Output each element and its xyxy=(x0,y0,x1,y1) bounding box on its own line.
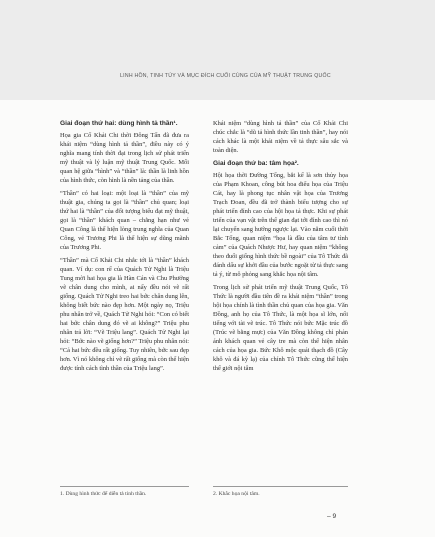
body-paragraph: “Thần” có hai loại: một loại là “thần” của mỹ thuật gia, chúng ta gọi là “thần” chủ quan; loại thứ hai là “thần” của đối tượng biểu đạt mỹ thuật, gọi là “thần” khách quan – chẳng hạn như vẻ Quan Công là thể hiện lòng trung nghĩa của Quan Công, vẻ Trương Phi là thể hiện sự dũng mãnh của Trương Phi. xyxy=(60,190,189,251)
body-paragraph: Khái niệm “dùng hình tả thần” của Cố Khải Chi chúc chắc là “dũ tả hình thức lần tinh thần”, hay nói cách khác là một khái niệm về tả thực sâu sắc và toàn diện. xyxy=(213,120,348,154)
section-title-stage-three: Giai đoạn thứ ba: tâm họa². xyxy=(213,160,299,167)
body-paragraph: Trong lịch sử phát triển mỹ thuật Trung Quốc, Tô Thức là người đầu tiên đề ra khái niệm “thần” trong hội họa chính là tình thần chủ quan của họa gia. Văn Đồng, anh họ của Tô Thức, là một họa sĩ lớn, nổi tiếng với tài vẽ trúc. Tô Thức nói bức Mặc trúc đồ (Trúc vẽ bằng mực) của Văn Đồng không chỉ phản ánh khách quan vẻ cây tre mà còn thể hiện nhân cách của họa gia. Bức Khô mộc quái thạch đồ (Cây khô và đá kỳ lạ) của chính Tô Thức cũng thể hiện thế giới nội tâm xyxy=(213,284,348,372)
footnote-divider xyxy=(213,486,348,487)
page-number: – 9 xyxy=(327,513,337,520)
running-header: LINH HỒN, TINH TÚY VÀ MỤC ĐÍCH CUỐI CÙNG CỦA MỸ THUẬT TRUNG QUỐC xyxy=(120,73,331,79)
body-paragraph: Họa gia Cố Khải Chi thời Đông Tấn đã đưa ra khái niệm “dùng hình tả thần”, điều này có ý nghĩa mang tính thời đại trong lịch sử phát triển mỹ thuật và lý luận mỹ thuật Trung Quốc. Mối quan hệ giữa “hình” và “thần” là: thần là linh hồn của hình thức, còn hình là nền tảng của thần. xyxy=(60,132,189,184)
footnote-2: 2. Khắc họa nội tâm. xyxy=(213,491,260,497)
footnote-divider xyxy=(60,486,189,487)
section-title-stage-two: Giai đoạn thứ hai: dùng hình tả thần¹. xyxy=(60,120,178,127)
left-column xyxy=(60,119,189,377)
page-top-band xyxy=(0,0,435,100)
right-column xyxy=(213,119,348,377)
footnote-1: 1. Dùng hình thức để diễn tả tinh thần. xyxy=(60,491,147,497)
body-paragraph: Hội họa thời Đường Tống, bắt kể là sơn thủy họa của Phạm Khoan, công bút hoa điểu họa của Triệu Cát, hay là phong tục nhân vật họa của Trương Trạch Đoan, đều đã trở thành biểu tượng cho sự phát triển đỉnh cao của hội họa tả thực. Khi sự phát triển của vạn vật trên thế gian đạt tới đỉnh cao thì nó lại chuyển sang hướng ngược lại. Vào năm cuối thời Bắc Tống, quan niệm “họa là đầu của tâm tư tình cảm” của Quách Nhược Hư, hay quan niệm “không theo đuổi giống hình thức bề ngoài” của Tô Thức đã đánh dấu sự khởi đầu của bước ngoặt từ tả thực sang tả ý, từ mô phỏng sang khắc họa nội tâm. xyxy=(213,172,348,278)
body-paragraph: “Thần” mà Cố Khải Chi nhắc tới là “thần” khách quan. Ví dụ: con rể của Quách Tử Nghi là Triệu Tung mời hai họa gia là Hàn Cán và Chu Phưởng vẽ chân dung cho mình, ai nấy đều nói vẽ rất giống. Quách Tử Nghi treo hai bức chân dung lên, không biết bức nào đẹp hơn. Một ngày nọ, Triệu phu nhân trở về, Quách Tử Nghi hỏi: “Con có biết hai bức chân dung đó vẽ ai không?” Triệu phu nhân trả lời: “Vẽ Triệu lang”. Quách Tử Nghi lại hỏi: “Bức nào vẽ giống hơn?” Triệu phu nhân nói: “Cả hai bức đều rất giống. Tuy nhiên, bức sau đẹp hơn. Vì nó không chỉ vẽ rất giống mà còn thể hiện được tính cách tình thần của Triệu lang”. xyxy=(60,257,189,372)
